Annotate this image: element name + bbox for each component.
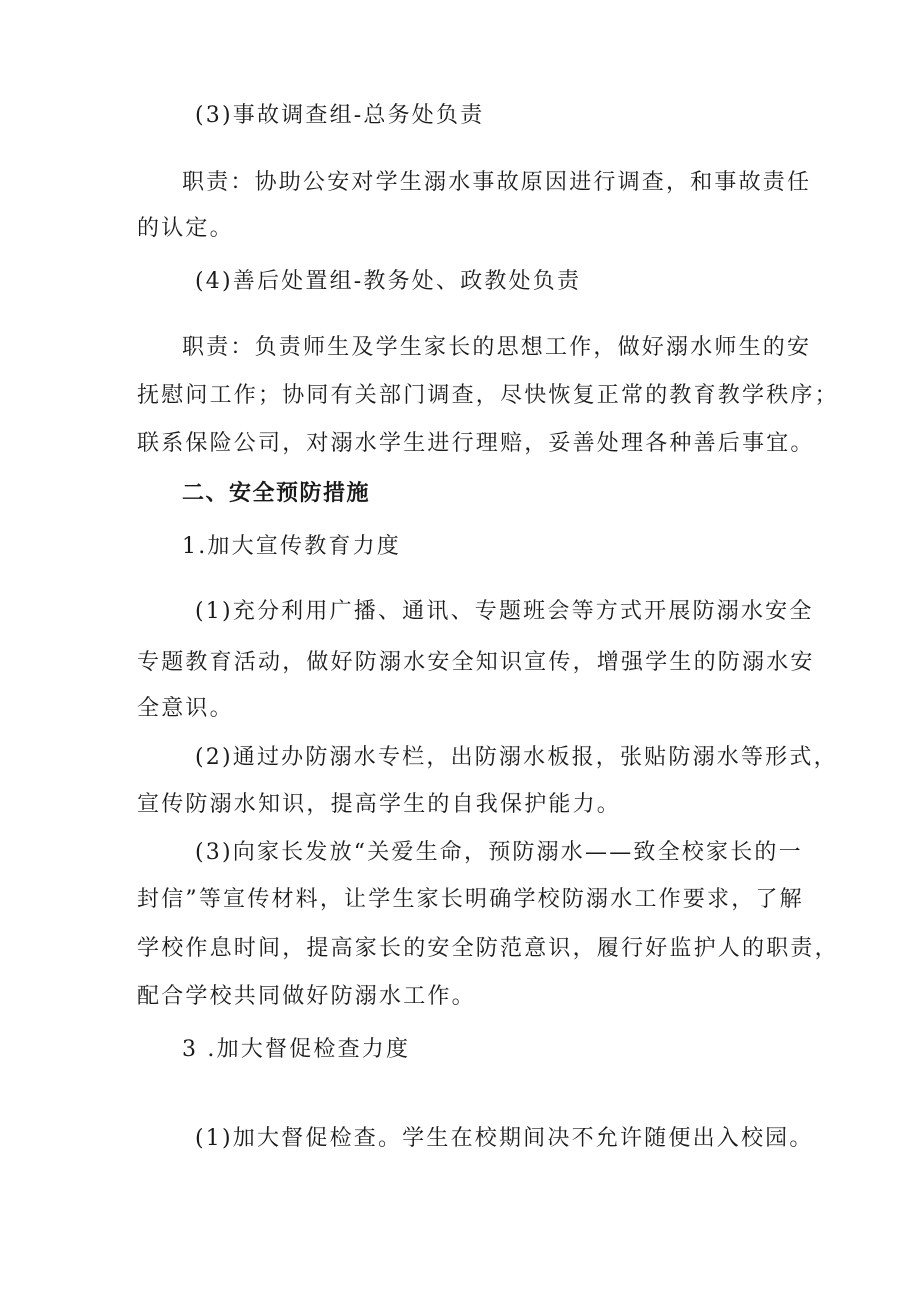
paragraph-line: (3)向家长发放“关爱生命，预防溺水——致全校家长的一 — [195, 840, 803, 865]
paragraph-line: 职责：协助公安对学生溺水事故原因进行调查，和事故责任 — [182, 170, 812, 195]
paragraph-line: (2)通过办防溺水专栏，出防溺水板报，张贴防溺水等形式， — [195, 745, 838, 770]
subsection-heading-aftermath: (4)善后处置组-教务处、政教处负责 — [195, 269, 582, 294]
subsection-heading-publicity: 1.加大宣传教育力度 — [182, 534, 401, 559]
paragraph-line: 职责：负责师生及学生家长的思想工作，做好溺水师生的安 — [182, 335, 812, 360]
paragraph-line: 抚慰问工作；协同有关部门调查，尽快恢复正常的教育教学秩序； — [137, 383, 839, 408]
paragraph-line: 的认定。 — [137, 216, 234, 241]
paragraph-line: 学校作息时间，提高家长的安全防范意识，履行好监护人的职责， — [137, 936, 839, 961]
paragraph-line: 宣传防溺水知识，提高学生的自我保护能力。 — [137, 792, 622, 817]
paragraph-line: 联系保险公司，对溺水学生进行理赔，妥善处理各种善后事宜。 — [137, 431, 815, 456]
paragraph-line: 配合学校共同做好防溺水工作。 — [137, 984, 476, 1009]
paragraph-line: 全意识。 — [137, 696, 234, 721]
paragraph-line: 封信”等宣传材料，让学生家长明确学校防溺水工作要求，了解 — [137, 887, 804, 912]
subsection-heading-supervision: 3 .加大督促检查力度 — [182, 1037, 411, 1062]
section-heading-safety-prevention: 二、安全预防措施 — [182, 481, 371, 506]
paragraph-line: (1)加大督促检查。学生在校期间决不允许随便出入校园。 — [195, 1126, 814, 1151]
paragraph-line: (1)充分利用广播、通讯、专题班会等方式开展防溺水安全 — [195, 599, 814, 624]
subsection-heading-accident-investigation: (3)事故调查组-总务处负责 — [195, 103, 485, 128]
paragraph-line: 专题教育活动，做好防溺水安全知识宣传，增强学生的防溺水安 — [137, 650, 815, 675]
